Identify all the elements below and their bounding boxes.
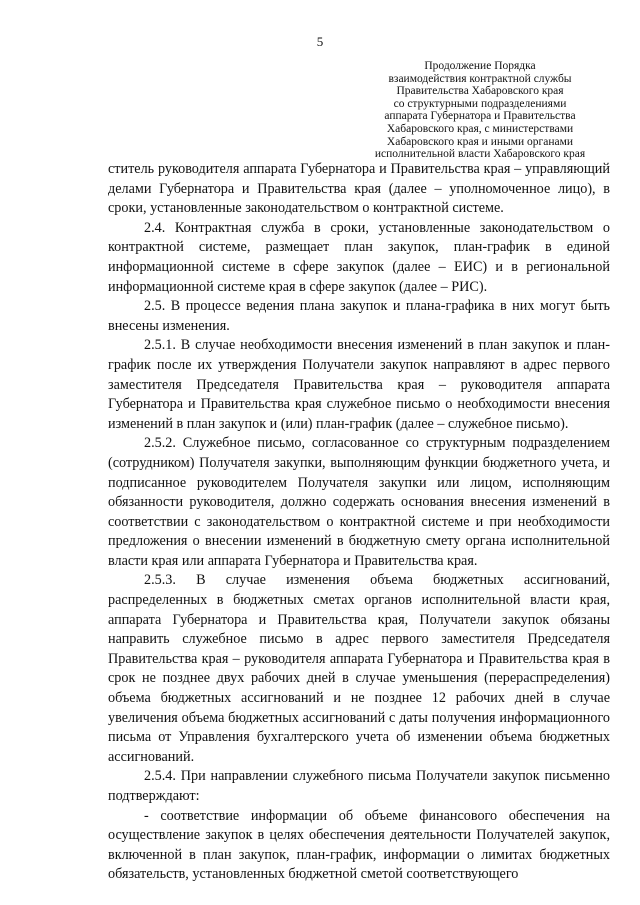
header-line: Правительства Хабаровского края [396, 85, 564, 98]
header-line: исполнительной власти Хабаровского края [374, 148, 586, 161]
header-line: взаимодействия контрактной службы [388, 72, 572, 85]
header-line: Хабаровского края, с министерствами [386, 122, 574, 135]
page-number: 5 [316, 34, 324, 49]
header-line: Продолжение Порядка [424, 60, 536, 72]
paragraph-continuation: ститель руководителя аппарата Губернатора и Правительства края – управляющий делами Губернатора и Правительства края (далее – уполномоченное лицо), в сроки, установленные законодательством о контрактной системе. [108, 161, 610, 217]
paragraph-2-5-1: 2.5.1. В случае необходимости внесения изменений в план закупок и план-график после их утверждения Получатели закупок направляют в адрес первого заместителя Председателя Правительства края – руководителя аппарата Губернатора и Правительства края служебное письмо о необходимости внесения изменений в план закупок и (или) план-график (далее – служебное письмо). [108, 337, 610, 432]
paragraph-2-5-4: 2.5.4. При направлении служебного письма Получатели закупок письменно подтверждают: [108, 768, 610, 804]
header-line: со структурными подразделениями [393, 97, 567, 110]
document-body [108, 160, 610, 885]
document-header [360, 60, 600, 161]
list-item: - соответствие информации об объеме финансового обеспечения на осуществление закупок в целях обеспечения деятельности Получателей закупок, включенной в план закупок, план-график, информации о лимитах бюджетных обязательств, установленных бюджетной сметой соответствующего [108, 807, 610, 883]
header-line: аппарата Губернатора и Правительства [384, 110, 576, 123]
paragraph-2-5-3: 2.5.3. В случае изменения объема бюджетных ассигнований, распределенных в бюджетных сметах органов исполнительной власти края, аппарата Губернатора и Правительства края, Получатели закупок обязаны направить служебное письмо в адрес первого заместителя Председателя Правительства края – руководителя аппарата Губернатора и Правительства края в срок не позднее двух рабочих дней в случае уменьшения (перераспределения) объема бюджетных ассигнований и не позднее 12 рабочих дней в случае увеличения объема бюджетных ассигнований с даты получения информационного письма от Управления бухгалтерского учета об изменении объема бюджетных ассигнований. [108, 572, 610, 765]
paragraph-2-4: 2.4. Контрактная служба в сроки, установленные законодательством о контрактной системе, размещает план закупок, план-график в единой информационной системе в сфере закупок (далее – ЕИС) и в региональной информационной системе края в сфере закупок (далее – РИС). [108, 219, 610, 295]
header-line: Хабаровского края и иными органами [386, 135, 574, 148]
paragraph-2-5-2: 2.5.2. Служебное письмо, согласованное со структурным подразделением (сотрудником) Получателя закупки, выполняющим функции бюджетного учета, и подписанное руководителем Получателя закупки или лицом, исполняющим обязанности руководителя, должно содержать основания внесения изменений в соответствии с законодательством о контрактной системе и при необходимости предложения о внесении изменений в бюджетную смету органа исполнительной власти края или аппарата Губернатора и Правительства края. [108, 435, 610, 569]
paragraph-2-5: 2.5. В процессе ведения плана закупок и плана-графика в них могут быть внесены изменения. [108, 298, 610, 334]
